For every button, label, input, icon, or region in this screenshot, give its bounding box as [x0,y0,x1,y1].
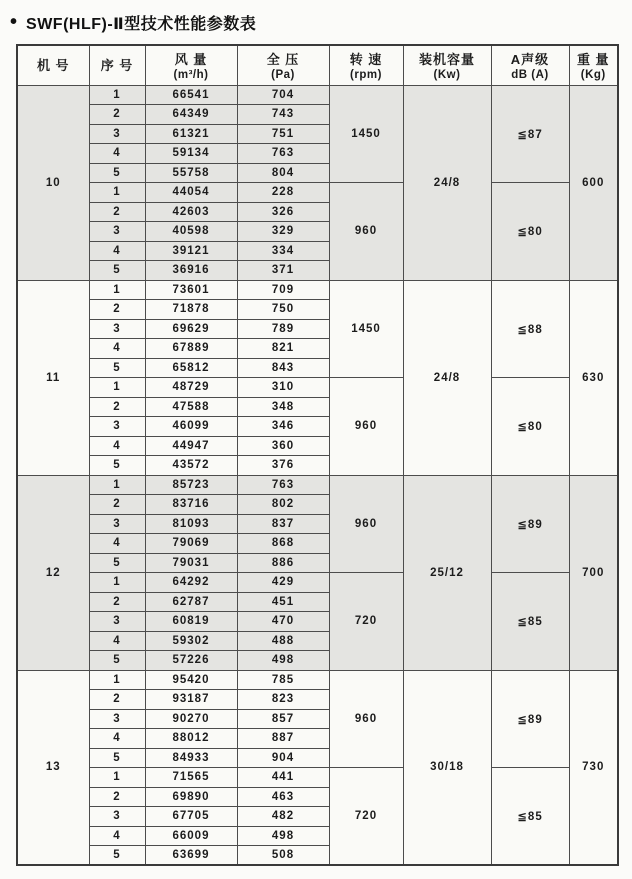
bullet-icon: • [10,11,18,33]
speed-cell: 720 [329,573,403,671]
pressure-cell: 886 [237,553,329,573]
speed-cell: 960 [329,378,403,476]
pressure-cell: 482 [237,807,329,827]
pressure-cell: 802 [237,495,329,515]
pressure-cell: 763 [237,475,329,495]
pressure-cell: 887 [237,729,329,749]
pressure-cell: 348 [237,397,329,417]
pressure-cell: 763 [237,144,329,164]
airflow-cell: 43572 [145,456,237,476]
seq-cell: 4 [89,241,145,261]
pressure-cell: 329 [237,222,329,242]
airflow-cell: 61321 [145,124,237,144]
seq-cell: 1 [89,378,145,398]
airflow-cell: 48729 [145,378,237,398]
pressure-cell: 470 [237,612,329,632]
airflow-cell: 88012 [145,729,237,749]
seq-cell: 3 [89,319,145,339]
seq-cell: 3 [89,709,145,729]
airflow-cell: 55758 [145,163,237,183]
header-label: 转 速 [349,52,383,68]
pressure-cell: 843 [237,358,329,378]
header-label: 全 压 [266,52,300,68]
table-row [17,475,618,495]
spec-table [16,44,619,866]
airflow-cell: 47588 [145,397,237,417]
seq-cell: 3 [89,417,145,437]
header-label: 重 量 [576,52,610,68]
header-unit: dB (A) [511,69,549,82]
pressure-cell: 750 [237,300,329,320]
pressure-cell: 498 [237,651,329,671]
header-label: 装机容量 [418,52,475,68]
capacity-cell: 30/18 [403,670,491,865]
pressure-cell: 376 [237,456,329,476]
seq-cell: 2 [89,105,145,125]
machine-no-cell: 10 [17,85,89,280]
airflow-cell: 65812 [145,358,237,378]
noise-cell: ≦80 [491,378,569,476]
pressure-cell: 508 [237,846,329,866]
pressure-cell: 821 [237,339,329,359]
seq-cell: 3 [89,807,145,827]
pressure-cell: 334 [237,241,329,261]
header-unit: (rpm) [350,69,382,82]
seq-cell: 4 [89,631,145,651]
seq-cell: 2 [89,202,145,222]
table-row [17,183,618,203]
seq-cell: 5 [89,358,145,378]
speed-cell: 960 [329,183,403,281]
weight-cell: 600 [569,85,618,280]
seq-cell: 3 [89,222,145,242]
seq-cell: 5 [89,261,145,281]
header-cell-seq-no [89,45,145,85]
pressure-cell: 441 [237,768,329,788]
pressure-cell: 228 [237,183,329,203]
table-row [17,573,618,593]
weight-cell: 700 [569,475,618,670]
pressure-cell: 904 [237,748,329,768]
airflow-cell: 39121 [145,241,237,261]
seq-cell: 4 [89,534,145,554]
seq-cell: 1 [89,475,145,495]
table-body [17,85,618,865]
airflow-cell: 64292 [145,573,237,593]
airflow-cell: 62787 [145,592,237,612]
seq-cell: 5 [89,651,145,671]
noise-cell: ≦89 [491,475,569,573]
airflow-cell: 95420 [145,670,237,690]
header-cell-pressure [237,45,329,85]
seq-cell: 1 [89,768,145,788]
pressure-cell: 326 [237,202,329,222]
airflow-cell: 40598 [145,222,237,242]
airflow-cell: 60819 [145,612,237,632]
pressure-cell: 451 [237,592,329,612]
table-row [17,280,618,300]
airflow-cell: 44947 [145,436,237,456]
seq-cell: 3 [89,124,145,144]
noise-cell: ≦85 [491,573,569,671]
seq-cell: 1 [89,670,145,690]
seq-cell: 2 [89,300,145,320]
airflow-cell: 85723 [145,475,237,495]
header-cell-speed [329,45,403,85]
header-cell-weight [569,45,618,85]
airflow-cell: 36916 [145,261,237,281]
header-row [17,45,618,85]
airflow-cell: 69890 [145,787,237,807]
pressure-cell: 488 [237,631,329,651]
header-label: 序 号 [100,58,134,74]
pressure-cell: 804 [237,163,329,183]
speed-cell: 720 [329,768,403,866]
noise-cell: ≦89 [491,670,569,768]
seq-cell: 1 [89,573,145,593]
seq-cell: 2 [89,397,145,417]
speed-cell: 960 [329,475,403,573]
airflow-cell: 67889 [145,339,237,359]
header-cell-noise [491,45,569,85]
seq-cell: 5 [89,748,145,768]
weight-cell: 730 [569,670,618,865]
header-label: A声级 [510,52,550,68]
noise-cell: ≦80 [491,183,569,281]
page-title: SWF(HLF)-Ⅱ型技术性能参数表 [26,15,257,33]
airflow-cell: 69629 [145,319,237,339]
airflow-cell: 46099 [145,417,237,437]
seq-cell: 4 [89,339,145,359]
noise-cell: ≦88 [491,280,569,378]
airflow-cell: 79069 [145,534,237,554]
machine-no-cell: 13 [17,670,89,865]
airflow-cell: 63699 [145,846,237,866]
seq-cell: 4 [89,826,145,846]
pressure-cell: 789 [237,319,329,339]
airflow-cell: 59302 [145,631,237,651]
seq-cell: 4 [89,436,145,456]
airflow-cell: 81093 [145,514,237,534]
speed-cell: 960 [329,670,403,768]
seq-cell: 2 [89,787,145,807]
table-row [17,378,618,398]
header-label: 风 量 [174,52,208,68]
pressure-cell: 857 [237,709,329,729]
header-unit: (Kg) [580,69,606,82]
pressure-cell: 837 [237,514,329,534]
airflow-cell: 64349 [145,105,237,125]
seq-cell: 2 [89,495,145,515]
header-cell-machine-no [17,45,89,85]
table-header [17,45,618,85]
airflow-cell: 44054 [145,183,237,203]
seq-cell: 2 [89,592,145,612]
airflow-cell: 59134 [145,144,237,164]
seq-cell: 5 [89,553,145,573]
noise-cell: ≦87 [491,85,569,183]
seq-cell: 1 [89,280,145,300]
header-cell-airflow [145,45,237,85]
pressure-cell: 743 [237,105,329,125]
table-row [17,670,618,690]
airflow-cell: 79031 [145,553,237,573]
airflow-cell: 71565 [145,768,237,788]
header-cell-capacity [403,45,491,85]
pressure-cell: 463 [237,787,329,807]
seq-cell: 1 [89,85,145,105]
pressure-cell: 785 [237,670,329,690]
airflow-cell: 71878 [145,300,237,320]
table-row [17,768,618,788]
speed-cell: 1450 [329,85,403,183]
pressure-cell: 310 [237,378,329,398]
pressure-cell: 704 [237,85,329,105]
airflow-cell: 93187 [145,690,237,710]
pressure-cell: 371 [237,261,329,281]
capacity-cell: 24/8 [403,280,491,475]
airflow-cell: 84933 [145,748,237,768]
pressure-cell: 360 [237,436,329,456]
airflow-cell: 42603 [145,202,237,222]
noise-cell: ≦85 [491,768,569,866]
header-label: 机 号 [36,58,70,74]
pressure-cell: 346 [237,417,329,437]
machine-no-cell: 12 [17,475,89,670]
airflow-cell: 66009 [145,826,237,846]
machine-no-cell: 11 [17,280,89,475]
pressure-cell: 709 [237,280,329,300]
seq-cell: 4 [89,729,145,749]
seq-cell: 4 [89,144,145,164]
seq-cell: 1 [89,183,145,203]
airflow-cell: 73601 [145,280,237,300]
airflow-cell: 83716 [145,495,237,515]
pressure-cell: 868 [237,534,329,554]
weight-cell: 630 [569,280,618,475]
pressure-cell: 751 [237,124,329,144]
speed-cell: 1450 [329,280,403,378]
airflow-cell: 66541 [145,85,237,105]
table-row [17,85,618,105]
capacity-cell: 25/12 [403,475,491,670]
pressure-cell: 823 [237,690,329,710]
seq-cell: 2 [89,690,145,710]
seq-cell: 5 [89,846,145,866]
airflow-cell: 90270 [145,709,237,729]
airflow-cell: 57226 [145,651,237,671]
pressure-cell: 429 [237,573,329,593]
airflow-cell: 67705 [145,807,237,827]
header-unit: (Pa) [271,69,295,82]
seq-cell: 5 [89,163,145,183]
header-unit: (Kw) [433,69,461,82]
seq-cell: 3 [89,612,145,632]
seq-cell: 5 [89,456,145,476]
header-unit: (m³/h) [173,69,209,82]
capacity-cell: 24/8 [403,85,491,280]
document-title-row [0,0,632,35]
seq-cell: 3 [89,514,145,534]
pressure-cell: 498 [237,826,329,846]
